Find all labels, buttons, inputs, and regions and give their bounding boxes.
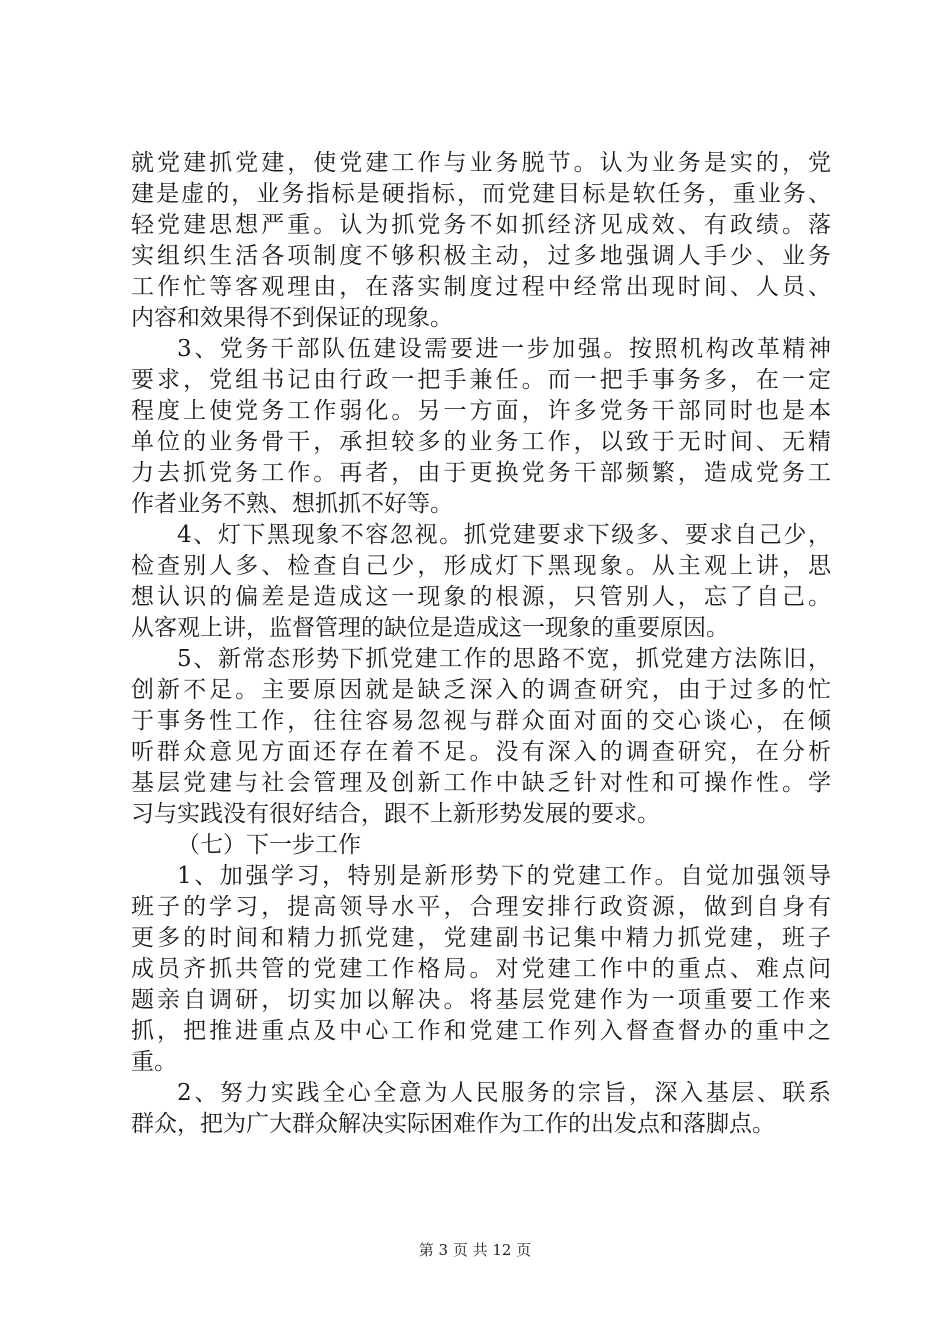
text-line: 题亲自调研，切实加以解决。将基层党建作为一项重要工作来 (131, 987, 831, 1013)
paragraph (131, 861, 831, 1078)
paragraph (131, 644, 831, 830)
text-line: 听群众意见方面还存在着不足。没有深入的调查研究，在分析 (131, 739, 831, 765)
text-line: 程度上使党务工作弱化。另一方面，许多党务干部同时也是本 (131, 398, 831, 424)
text-line: 重。 (131, 1049, 177, 1075)
text-line: 内容和效果得不到保证的现象。 (131, 305, 453, 331)
text-line: 工作忙等客观理由，在落实制度过程中经常出现时间、人员、 (131, 274, 831, 300)
text-line: 1、加强学习，特别是新形势下的党建工作。自觉加强领导 (177, 863, 831, 889)
text-line: 力去抓党务工作。再者，由于更换党务干部频繁，造成党务工 (131, 460, 831, 486)
text-line: 从客观上讲，监督管理的缺位是造成这一现象的重要原因。 (131, 615, 729, 641)
text-line: 抓，把推进重点及中心工作和党建工作列入督查督办的重中之 (131, 1018, 831, 1044)
text-line: 建是虚的，业务指标是硬指标，而党建目标是软任务，重业务、 (131, 181, 831, 207)
text-line: 单位的业务骨干，承担较多的业务工作，以致于无时间、无精 (131, 429, 831, 455)
page-footer: 第 3 页 共 12 页 (418, 1241, 532, 1259)
text-line: 实组织生活各项制度不够积极主动，过多地强调人手少、业务 (131, 243, 831, 269)
text-line: 4、灯下黑现象不容忽视。抓党建要求下级多、要求自己少， (177, 522, 831, 548)
text-line: 2、努力实践全心全意为人民服务的宗旨，深入基层、联系 (177, 1080, 831, 1106)
text-line: 群众，把为广大群众解决实际困难作为工作的出发点和落脚点。 (131, 1111, 775, 1137)
text-line: 要求，党组书记由行政一把手兼任。而一把手事务多，在一定 (131, 367, 831, 393)
paragraph (131, 520, 831, 644)
paragraph (131, 148, 831, 334)
document-body (131, 148, 831, 1140)
text-line: 成员齐抓共管的党建工作格局。对党建工作中的重点、难点问 (131, 956, 831, 982)
text-line: 作者业务不熟、想抓抓不好等。 (131, 491, 453, 517)
section-heading (131, 830, 831, 861)
heading-text: （七）下一步工作 (177, 832, 361, 858)
text-line: 更多的时间和精力抓党建，党建副书记集中精力抓党建，班子 (131, 925, 831, 951)
text-line: 就党建抓党建，使党建工作与业务脱节。认为业务是实的，党 (131, 150, 831, 176)
text-line: 习与实践没有很好结合，跟不上新形势发展的要求。 (131, 801, 660, 827)
paragraph (131, 334, 831, 520)
text-line: 于事务性工作，往往容易忽视与群众面对面的交心谈心，在倾 (131, 708, 831, 734)
text-line: 检查别人多、检查自己少，形成灯下黑现象。从主观上讲，思 (131, 553, 831, 579)
text-line: 轻党建思想严重。认为抓党务不如抓经济见成效、有政绩。落 (131, 212, 831, 238)
text-line: 创新不足。主要原因就是缺乏深入的调查研究，由于过多的忙 (131, 677, 831, 703)
paragraph (131, 1078, 831, 1140)
text-line: 3、党务干部队伍建设需要进一步加强。按照机构改革精神 (177, 336, 831, 362)
text-line: 5、新常态形势下抓党建工作的思路不宽，抓党建方法陈旧， (177, 646, 831, 672)
text-line: 想认识的偏差是造成这一现象的根源，只管别人，忘了自己。 (131, 584, 831, 610)
text-line: 班子的学习，提高领导水平，合理安排行政资源，做到自身有 (131, 894, 831, 920)
text-line: 基层党建与社会管理及创新工作中缺乏针对性和可操作性。学 (131, 770, 831, 796)
